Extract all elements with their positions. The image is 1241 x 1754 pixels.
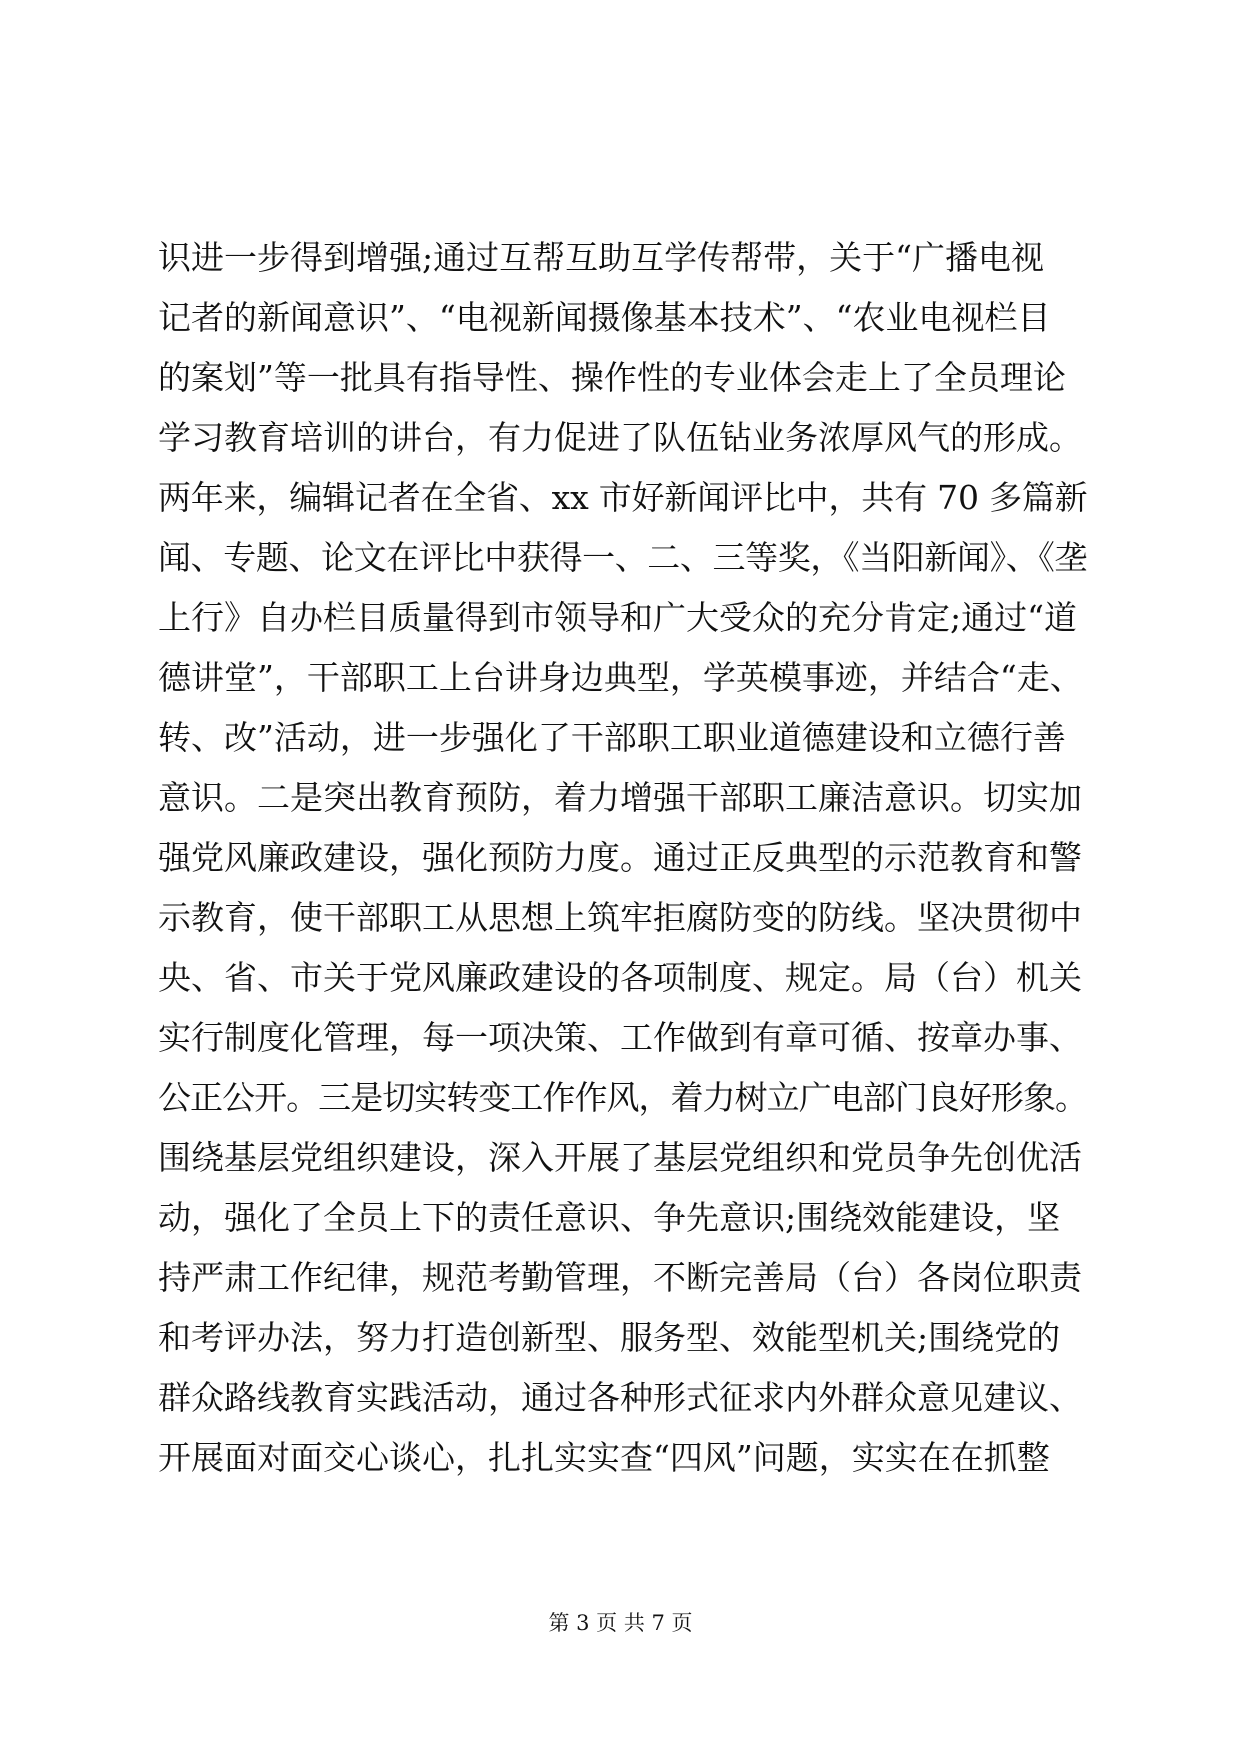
- text-line: 学习教育培训的讲台，有力促进了队伍钻业务浓厚风气的形成。: [158, 418, 1082, 457]
- text-line: 围绕基层党组织建设，深入开展了基层党组织和党员争先创优活: [158, 1138, 1082, 1177]
- text-line: 和考评办法，努力打造创新型、服务型、效能型机关;围绕党的: [158, 1318, 1061, 1357]
- text-line: 公正公开。三是切实转变工作作风，着力树立广电部门良好形象。: [158, 1078, 1088, 1117]
- text-line: 意识。二是突出教育预防，着力增强干部职工廉洁意识。切实加: [158, 778, 1082, 817]
- text-line: 强党风廉政建设，强化预防力度。通过正反典型的示范教育和警: [158, 838, 1082, 877]
- text-line: 的案划”等一批具有指导性、操作性的专业体会走上了全员理论: [158, 358, 1066, 397]
- text-line: 动，强化了全员上下的责任意识、争先意识;围绕效能建设，坚: [158, 1198, 1061, 1237]
- text-line: 两年来，编辑记者在全省、xx 市好新闻评比中，共有 70 多篇新: [158, 478, 1088, 517]
- text-line: 开展面对面交心谈心，扎扎实实查“四风”问题，实实在在抓整: [158, 1438, 1050, 1477]
- text-line: 转、改”活动，进一步强化了干部职工职业道德建设和立德行善: [158, 718, 1066, 757]
- text-line: 闻、专题、论文在评比中获得一、二、三等奖，《当阳新闻》、《垄: [158, 538, 1088, 577]
- text-line: 持严肃工作纪律，规范考勤管理，不断完善局（台）各岗位职责: [158, 1258, 1082, 1297]
- page-number-footer: 第 3 页 共 7 页: [548, 1611, 693, 1635]
- body-text: [158, 228, 1088, 1488]
- text-line: 德讲堂”，干部职工上台讲身边典型，学英模事迹，并结合“走、: [158, 658, 1083, 697]
- text-line: 实行制度化管理，每一项决策、工作做到有章可循、按章办事、: [158, 1018, 1082, 1057]
- text-line: 群众路线教育实践活动，通过各种形式征求内外群众意见建议、: [158, 1378, 1082, 1417]
- text-line: 央、省、市关于党风廉政建设的各项制度、规定。局（台）机关: [158, 958, 1082, 997]
- text-line: 示教育，使干部职工从思想上筑牢拒腐防变的防线。坚决贯彻中: [158, 898, 1082, 937]
- text-line: 识进一步得到增强;通过互帮互助互学传帮带，关于“广播电视: [158, 238, 1044, 277]
- text-line: 上行》自办栏目质量得到市领导和广大受众的充分肯定;通过“道: [158, 598, 1077, 637]
- text-line: 记者的新闻意识”、“电视新闻摄像基本技术”、“农业电视栏目: [158, 298, 1051, 337]
